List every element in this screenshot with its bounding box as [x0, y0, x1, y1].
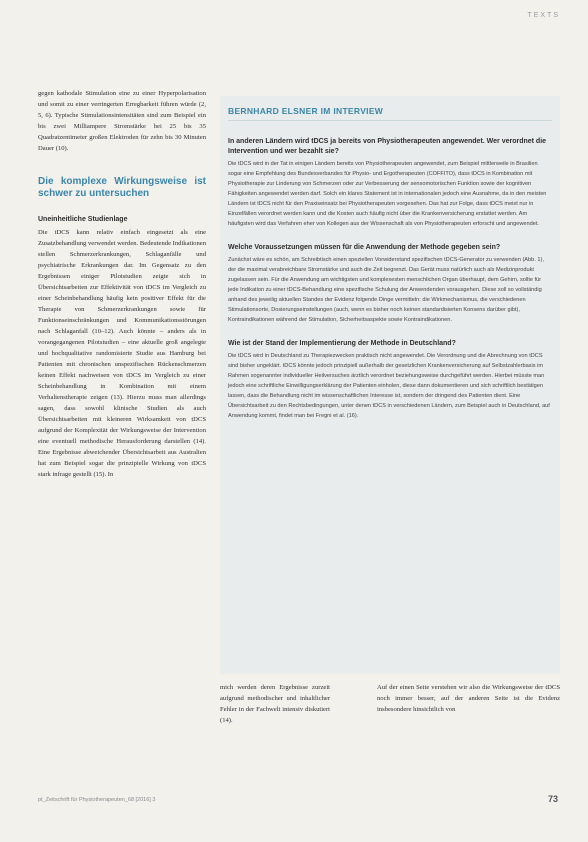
interview-answer-3: Die tDCS wird in Deutschland zu Therapiezwecken praktisch nicht angewendet. Die Verordnung und die Abrechnung von tDCS sind bisher ungeklärt. tDCS könnte jedoch prinzipiell außerhalb der gesetzlichen Krankenversicherung auf Selbstzahlerbasis im Rahmen sogenannter individueller Heilversuches ärztlich verordnet beziehungsweise durchgeführt werden. Hierbei müsste man jedoch eine schriftliche Einwilligungserklärung der Patienten einholen, diese dann dokumentieren und sich schriftlich bestätigen lassen, dass die Behandlung nicht im wissenschaftlichen Interesse ist, sondern der dringend des Patienten dient. Eine Übersichtsarbeit zu den Rechtsbedingungen, unter denen tDCS in verschiedenen Ländern, zum Beispiel auch in Deutschland, auf Anwendung kommt, findet man bei Fregni et al. (16).	[228, 353, 550, 419]
interview-answer-1: Die tDCS wird in der Tat in einigen Ländern bereits von Physiotherapeuten angewendet, zum Beispiel mittlerweile in Brasilien sogar eine Empfehlung des Bundesverbandes für Physio- und Ergotherapeuten (COFFITO), dass tDCS in Kombination mit Physiotherapie zur Linderung von Schmerzen oder zur Verbesserung der sensomotorischen Funktion sowie der kognitiven Fähigkeiten angewendet werden darf. Solch ein klares Statement ist in internationalen jedoch eine Ausnahme, da in den meisten Ländern ist tDCS nicht für den Praxiseinsatz bei Physiotherapeuten vorgesehen. Das hat zur Folge, dass tDCS meist nur in Einzelfällen verordnet werden kann und die Kosten auch häufig nicht über die Krankenversicherung erstattet werden. Am häufigsten wird das Verfahren eher von Kollegen aus der Wissenschaft als von Physiotherapeuten erforscht und angewendet.	[228, 161, 547, 227]
body-paragraph: Die tDCS kann relativ einfach eingesetzt als eine Zusatzbehandlung verwendet werden. Bedeutende Indikationen stellen Schmerzerkrankungen, Schlaganfälle und psychiatrische Erkrankungen dar. Im Gegensatz zu den Ergebnissen einiger Pilotstudien zeigte sich in Übersichtsarbeiten zur Effektivität von tDCS im Vergleich zu einer Scheinbehandlung häufig kein positiver Effekt für die Therapie von Schmerzerkrankungen sowie für Funktionseinschränkungen und Kommunikationsstörungen nach Schlaganfall (10–12). Auch könnte – anders als in vorangegangenen Pilotstudien – eine aktuelle groß angelegte und hochqualitative randomisierte Studie aus Hamburg bei Patienten mit chronischen unspezifischen Rückenschmerzen keinen Effekt nachweisen von tDCS im Vergleich zu einer Scheinbehandlung in Kombination mit einem Verhaltenstherapie zeigen (13). Hierzu muss man allerdings sagen, dass sowohl klinische Studien als auch Übersichtsarbeiten mit kleineren Wirksamkeit von tDCS aufgrund der Komplexität der Wirkungsweise der Intervention eine eventuell methodische Herausforderung darstellen (14). Eine Ergebnisse abweichender Übersichtsarbeit aus Australien hat zum Beispiel sogar die prinzipielle Wirkung von tDCS stark infrage gestellt (15). In	[38, 229, 206, 478]
interview-question-3: Wie ist der Stand der Implementierung der Methode in Deutschland?	[228, 340, 456, 347]
interview-title: BERNHARD ELSNER IM INTERVIEW	[228, 106, 552, 121]
intro-paragraph: gegen kathodale Stimulation eine zu einer Hyperpolarisation und somit zu einer verringerten Erregbarkeit führen würde (2, 5, 6). Typische Stimulationsintensitäten sind zum Beispiel ein bis zwei Milliampere Stromstärke bei 25 bis 35 Quadratzentimeter großen Elektroden für zehn bis 30 Minuten Dauer (10).	[38, 90, 206, 152]
interview-answer-2: Zunächst wäre es schön, am Schreibtisch einen speziellen Vorwiderstand spezifischen tDCS-Generator zu verwenden (Abb. 1), der die maximal verabreichbare Stromstärke und auch die Zeit begrenzt. Das Gerät muss natürlich auch als Medizinprodukt zugelassen sein. Für die Anwendung am wichtigsten und komplexesten menschlichen Organ überhaupt, dem Gehirn, sollte für jede Indikation zu einer tDCS-Behandlung eine spezifische Schulung der Anwendenden vorausgehen. Diese soll so vollständig anhand des jeweilig aktuellen Standes der Evidenz folgende Dinge vermitteln: die Wirkmechanismus, die verschiedenen Stimulationsorte, Dosierungseinstellungen (auch, wenn es bisher noch keinen standardisierten Konsens darüber gibt), Kontraindikationen während der Stimulation, Sicherheitsaspekte sowie Kontraindikationen.	[228, 257, 544, 323]
interview-box	[220, 96, 560, 674]
bottom-column-1: mich werden deren Ergebnisse zurzeit aufgrund methodischer und inhaltlicher Fehler in der Fachwelt intensiv diskutiert (14).	[220, 684, 330, 724]
left-column	[38, 88, 206, 486]
section-heading: Die komplexe Wirkungsweise ist schwer zu untersuchen	[38, 176, 206, 199]
footer-journal-line: pt_Zeitschrift für Physiotherapeuten_68 [2016] 3	[38, 797, 156, 803]
interview-question-1: In anderen Ländern wird tDCS ja bereits von Physiotherapeuten angewendet. Wer verordnet die Intervention und wer bezahlt sie?	[228, 138, 547, 155]
page-number: 73	[547, 794, 558, 804]
subheading: Uneinheitliche Studienlage	[38, 216, 128, 223]
running-head: TEXTS	[527, 12, 560, 19]
bottom-column-2: Auf der einen Seite verstehen wir also die Wirkungsweise der tDCS noch immer besser, auf der anderen Seite ist die Evidenz insbesondere hinsichtlich von	[377, 684, 560, 713]
interview-question-2: Welche Voraussetzungen müssen für die Anwendung der Methode gegeben sein?	[228, 244, 501, 251]
